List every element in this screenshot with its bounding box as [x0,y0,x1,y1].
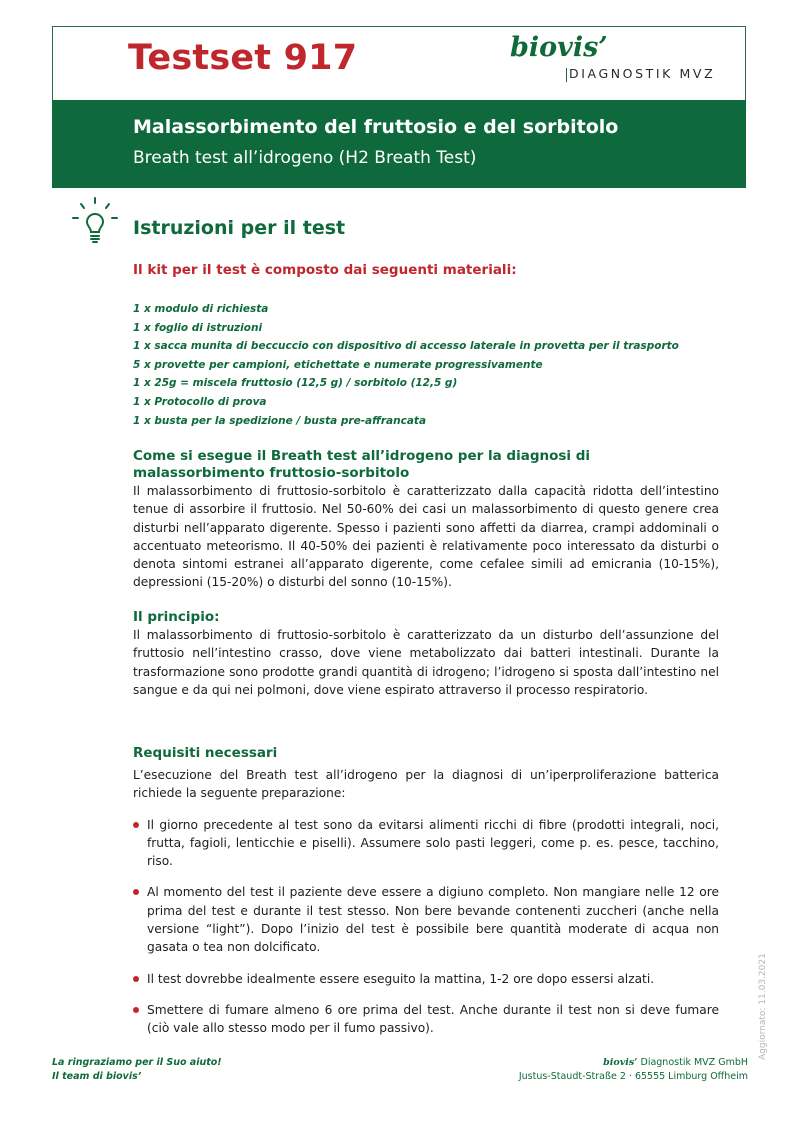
list-item [133,883,719,956]
principle-section [133,609,719,699]
list-item-text: Smettere di fumare almeno 6 ore prima del test. Anche durante il test non si deve fumare (ciò vale allo stesso modo per il fumo passivo). [147,1002,719,1036]
section-heading: Istruzioni per il test [133,217,346,239]
requirements-heading: Requisiti necessari [133,745,278,761]
team-text: Il team di biovis’ [52,1071,142,1082]
requirements-section [133,745,719,1051]
thanks-text: La ringraziamo per il Suo aiuto! [52,1057,222,1068]
lightbulb-icon [70,196,120,248]
bullet-icon [133,889,139,895]
kit-item: 1 x Protocollo di prova [133,395,267,408]
list-item-text: Il giorno precedente al test sono da evitarsi alimenti ricchi di fibre (prodotti integrali, noci, frutta, fagioli, lenticchie e piselli). Assumere solo pasti leggeri, come p. es. pesce, tacchino, riso. [147,817,719,869]
kit-item: 1 x foglio di istruzioni [133,321,263,334]
how-heading: Come si esegue il Breath test all’idrogeno per la diagnosi di malassorbimento fruttosio-sorbitolo [133,448,591,481]
bullet-icon [133,822,139,828]
kit-item: 1 x sacca munita di beccuccio con dispositivo di accesso laterale in provetta per il trasporto [133,340,679,353]
kit-item: 1 x modulo di richiesta [133,303,269,315]
principle-heading: Il principio: [133,609,220,625]
update-date: Aggiornato: 11.03.2021 [758,953,768,1060]
list-item-text: Al momento del test il paziente deve essere a digiuno completo. Non mangiare nelle 12 ore prima del test e durante il test stesso. Non bere bevande contenenti zuccheri (anche nella versione “light”). Dopo l’inizio del test è possibile bere quantità moderate di acqua non gasata o tea non dolcificato. [147,885,719,955]
principle-text: Il malassorbimento di fruttosio-sorbitolo è caratterizzato da un disturbo dell’assunzione del fruttosio nell’intestino crasso, dove viene metabolizzato dai batteri intestinali. Durante la trasformazione sono prodotte grandi quantità di idrogeno; l’idrogeno si sposta dall’intestino nel sangue e da qui nei polmoni, dove viene espirato attraverso il processo respiratorio. [133,628,719,697]
list-item [133,970,719,988]
how-section [133,448,719,592]
title-banner [52,100,746,188]
footer-thanks [52,1056,222,1084]
logo-wordmark: biovis’ [510,32,608,63]
logo-subtitle: DIAGNOSTIK MVZ [569,66,716,81]
list-item [133,816,719,871]
how-text: Il malassorbimento di fruttosio-sorbitolo è caratterizzato dalla capacità ridotta dell’intestino tenue di assorbire il fruttosio. Nel 50-60% dei casi un malassorbimento di questo genere crea disturbi nell’apparato digerente. Spesso i pazienti sono affetti da diarrea, crampi addominali o accentuato meteorismo. Il 40-50% dei pazienti è relativamente poco interessato da disturbi o denota sintomi estranei all’apparato digerente, come cefalee simili ad emicrania (10-15%), depressioni (15-20%) o disturbi del sonno (10-15%). [133,484,719,590]
banner-subtitle: Breath test all’idrogeno (H2 Breath Test) [133,148,477,168]
biovis-logo [510,32,730,84]
requirements-intro: L’esecuzione del Breath test all’idrogeno per la diagnosi di un’iperproliferazione batterica richiede la seguente preparazione: [133,768,719,801]
bullet-icon [133,1007,139,1013]
kit-heading: Il kit per il test è composto dai seguenti materiali: [133,262,517,278]
kit-item: 5 x provette per campioni, etichettate e numerate progressivamente [133,358,543,371]
company-address: Justus-Staudt-Straße 2 · 65555 Limburg Offheim [518,1071,748,1082]
company-name [519,1056,748,1070]
list-item [133,1001,719,1038]
bullet-icon [133,976,139,982]
kit-item: 1 x 25g = miscela fruttosio (12,5 g) / sorbitolo (12,5 g) [133,377,458,390]
requirements-list [133,816,719,1038]
logo-divider [566,68,567,82]
footer-company [519,1056,748,1084]
kit-item: 1 x busta per la spedizione / busta pre-affrancata [133,414,427,427]
kit-list [133,300,733,430]
document-title: Testset 917 [128,38,358,78]
list-item-text: Il test dovrebbe idealmente essere eseguito la mattina, 1-2 ore dopo essersi alzati. [147,971,655,986]
banner-title: Malassorbimento del fruttosio e del sorbitolo [133,116,619,138]
company-brand: biovis’ [603,1057,638,1068]
company-rest: Diagnostik MVZ GmbH [637,1057,748,1068]
